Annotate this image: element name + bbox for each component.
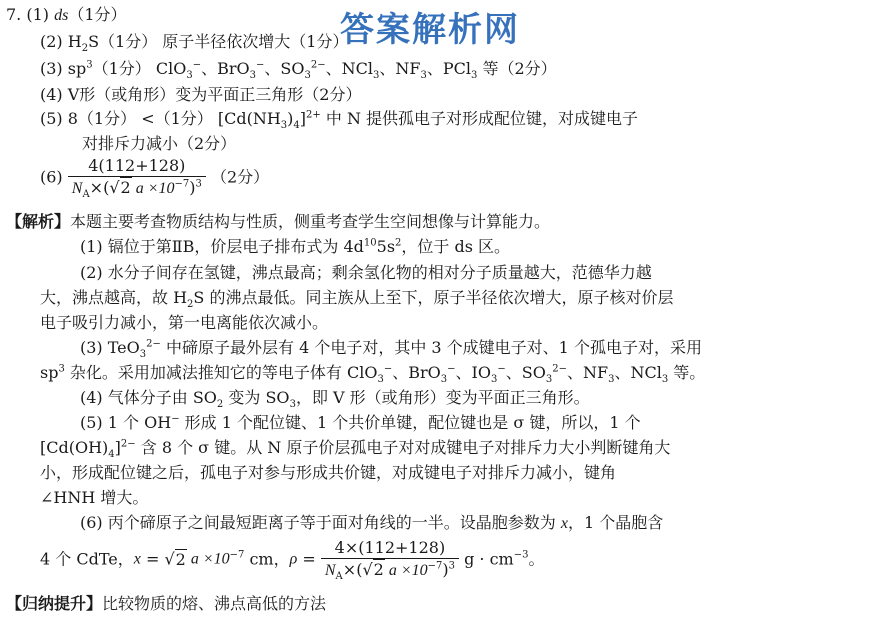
analysis-5-c: 小，形成配位键之后，孤电子对参与形成共价键，对成键电子对排斥力减小，键角	[40, 463, 617, 482]
analysis-5-d: ∠HNH 增大。	[40, 488, 149, 507]
answer-2: (2) $H_2S(1$分） 原子半径依次增大（1分）	[40, 32, 349, 55]
answer-6: (6) $\frac{4(112+128)}{N_A\times(√2 a \times 10^{-7})^3}$ （2分）	[40, 156, 270, 201]
summary-tag: 【归纳提升】	[6, 594, 103, 613]
answer-5-cont: 对排斥力减小（2分）	[82, 134, 237, 153]
analysis-1: (1) 镉位于第ⅡB，价层电子排布式为 $4d^{10}5s^2$，位于 ds 区。	[80, 237, 511, 256]
answer-5: (5) 8（1分） <（1分） $[Cd(NH_3)_4]^{2+}$ 中 N 提供孤电子对形成配位键，对成键电子	[40, 109, 639, 132]
analysis-6-b: 4 个 CdTe，x = √2 $a \times 10^{-7}$ cm，ρ = $\frac{4\times(112+128)}{N_A\times(√2 a \times 10^{-7})^3}$ $g \cdot cm^{-3}$。	[40, 538, 545, 583]
analysis-5-b: $[Cd(OH)_4]^{2-}$ 含 8 个 σ 键。从 N 原子价层孤电子对对成键电子对排斥力大小判断键角大	[40, 438, 671, 461]
analysis-4: (4) 气体分子由 $SO_2$ 变为 $SO_3$，即 V 形（或角形）变为平面正三角形。	[80, 388, 590, 411]
analysis-header: 【解析】本题主要考查物质结构与性质，侧重考查学生空间想像与计算能力。	[6, 212, 551, 231]
answer-3: (3) $sp^3(1$分） ClO$_3$−、BrO$_3$−、$SO_3^{2-}$、NCl$_3$、$NF_3$、PCl$_3$ 等（2分）	[40, 59, 557, 82]
question-number: 7.	[6, 5, 22, 24]
density-fraction: $\frac{4\times(112+128)}{N_A\times(√2 a \times 10^{-7})^3}$	[321, 538, 459, 581]
answer-6-fraction: $\frac{4(112+128)}{N_A\times(√2 a \times 10^{-7})^3}$	[68, 156, 206, 199]
analysis-6-a: (6) 丙个碲原子之间最短距离子等于面对角线的一半。设晶胞参数为 x，1 个晶胞含	[80, 513, 664, 532]
watermark: 答案解析网	[340, 10, 520, 50]
answer-1: 7. (1) ds（1分）	[6, 5, 127, 24]
analysis-3-b: $sp^3$ 杂化。采用加减法推知它的等电子体有 ClO$_3$−、BrO$_3$−、$IO_3^-$、$SO_3^{2-}$、$NF_3$、NCl$_3$ 等。	[40, 363, 706, 386]
summary-header: 【归纳提升】比较物质的熔、沸点高低的方法	[6, 594, 327, 613]
analysis-5-a: (5) 1 个 OH− 形成 1 个配位键、1 个共价单键，配位键也是 σ 键，所以，1 个	[80, 413, 641, 432]
analysis-3-a: (3) TeO$_3^{2-}$ 中碲原子最外层有 4 个电子对，其中 3 个成键电子对、1 个孤电子对，采用	[80, 338, 702, 361]
analysis-2-a: (2) 水分子间存在氢键，沸点最高；剩余氢化物的相对分子质量越大，范德华力越	[80, 263, 652, 282]
analysis-tag: 【解析】	[6, 212, 71, 231]
answer-4: (4) V形（或角形）变为平面正三角形（2分）	[40, 85, 362, 104]
analysis-2-c: 电子吸引力减小，第一电离能依次减小。	[40, 313, 329, 332]
analysis-2-b: 大，沸点越高，故 $H_2S$ 的沸点最低。同主族从上至下，原子半径依次增大，原子核对价层	[40, 288, 674, 311]
